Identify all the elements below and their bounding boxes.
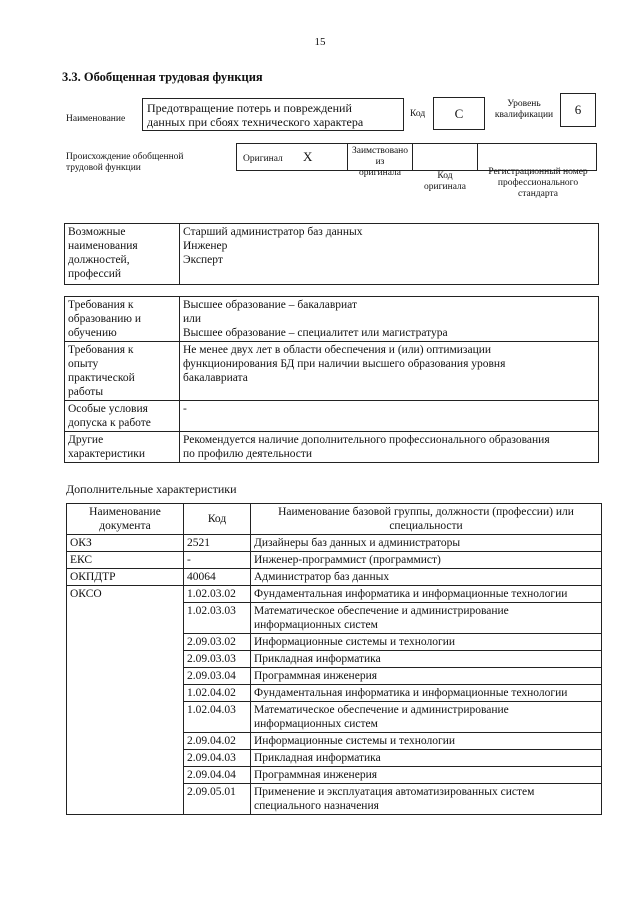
cell-name-line: информационных систем	[254, 718, 378, 730]
cell-name	[251, 603, 602, 634]
header-doc: Наименование документа	[67, 504, 184, 535]
req-special-conditions-row: Особые условия допуска к работе -	[65, 401, 599, 432]
cell-code: 2.09.03.04	[184, 668, 251, 685]
code-original-label: Код оригинала	[424, 171, 466, 192]
cell-code: -	[184, 552, 251, 569]
section-title: 3.3. Обобщенная трудовая функция	[62, 70, 263, 84]
function-name-line1: Предотвращение потерь и повреждений	[147, 101, 352, 115]
origin-label: Происхождение обобщенной трудовой функции	[66, 152, 184, 173]
header-name: Наименование базовой группы, должности (профессии) или специальности	[251, 504, 602, 535]
cell-name	[251, 651, 602, 668]
cell-name-line: Прикладная информатика	[254, 752, 381, 764]
additional-row	[67, 569, 602, 586]
original-label: Оригинал	[243, 154, 283, 164]
cell-name-line: Фундаментальная информатика и информационные технологии	[254, 687, 568, 699]
additional-title: Дополнительные характеристики	[66, 482, 237, 496]
cell-name-line: Применение и эксплуатация автоматизированных систем	[254, 786, 535, 798]
additional-row	[67, 586, 602, 603]
cell-code: 2.09.04.02	[184, 733, 251, 750]
cell-name-line: Информационные системы и технологии	[254, 636, 456, 648]
requirements-table	[64, 296, 599, 463]
cell-code: 2.09.05.01	[184, 784, 251, 815]
additional-table	[66, 503, 602, 815]
req-education-row: Требования к образованию и обучению Высшее образование – бакалавриат или Высшее образование – специалитет или магистратура	[65, 297, 599, 342]
origin-borrowed-cell: Заимствовано из оригинала	[347, 143, 413, 171]
cell-name	[251, 668, 602, 685]
cell-doc: ЕКС	[67, 552, 184, 569]
cell-code: 2.09.04.03	[184, 750, 251, 767]
function-name-line2: данных при сбоях технического характера	[147, 115, 364, 129]
cell-name-line: информационных систем	[254, 619, 378, 631]
header-code: Код	[184, 504, 251, 535]
cell-code: 40064	[184, 569, 251, 586]
cell-code: 1.02.03.03	[184, 603, 251, 634]
cell-name	[251, 702, 602, 733]
cell-code: 2521	[184, 535, 251, 552]
cell-name-line: Фундаментальная информатика и информационные технологии	[254, 588, 568, 600]
cell-name-line: Математическое обеспечение и администрирование	[254, 704, 509, 716]
cell-doc: ОКПДТР	[67, 569, 184, 586]
code-value: C	[433, 97, 485, 130]
cell-name	[251, 586, 602, 603]
cell-code: 2.09.03.02	[184, 634, 251, 651]
cell-code: 1.02.04.03	[184, 702, 251, 733]
cell-name-line: Дизайнеры баз данных и администраторы	[254, 537, 461, 549]
cell-doc: ОКЗ	[67, 535, 184, 552]
level-value: 6	[560, 93, 596, 127]
cell-name	[251, 569, 602, 586]
cell-name	[251, 733, 602, 750]
positions-label: Возможные наименования должностей, профессий	[65, 224, 180, 285]
reg-number-label: Регистрационный номер профессионального стандарта	[488, 167, 588, 199]
cell-name	[251, 750, 602, 767]
origin-code-cell	[412, 143, 478, 171]
cell-name-line: специального назначения	[254, 800, 379, 812]
additional-row	[67, 535, 602, 552]
original-mark: X	[303, 149, 313, 164]
additional-header-row	[67, 504, 602, 535]
origin-original-cell	[236, 143, 348, 171]
positions-table	[64, 223, 599, 285]
cell-name-line: Администратор баз данных	[254, 571, 390, 583]
cell-name-line: Математическое обеспечение и администрирование	[254, 605, 509, 617]
additional-row	[67, 552, 602, 569]
cell-code: 2.09.03.03	[184, 651, 251, 668]
cell-name-line: Информационные системы и технологии	[254, 735, 456, 747]
cell-code: 1.02.03.02	[184, 586, 251, 603]
cell-code: 1.02.04.02	[184, 685, 251, 702]
cell-name-line: Программная инженерия	[254, 769, 378, 781]
cell-name-line: Инженер-программист (программист)	[254, 554, 441, 566]
cell-name	[251, 685, 602, 702]
cell-name	[251, 535, 602, 552]
level-label: Уровень квалификации	[494, 99, 554, 120]
positions-values: Старший администратор баз данных Инженер Эксперт	[180, 224, 599, 285]
cell-code: 2.09.04.04	[184, 767, 251, 784]
cell-name-line: Программная инженерия	[254, 670, 378, 682]
cell-doc: ОКСО	[67, 586, 184, 815]
page-number: 15	[314, 36, 326, 48]
cell-name-line: Прикладная информатика	[254, 653, 381, 665]
cell-name	[251, 784, 602, 815]
req-experience-row: Требования к опыту практической работы Не менее двух лет в области обеспечения и (или) оптимизации функционирования БД при наличии высшего образования уровня бакалавриата	[65, 342, 599, 401]
cell-name	[251, 767, 602, 784]
cell-name	[251, 552, 602, 569]
cell-name	[251, 634, 602, 651]
function-name-box	[142, 98, 404, 131]
name-label: Наименование	[66, 114, 126, 124]
req-other-row: Другие характеристики Рекомендуется наличие дополнительного профессионального образования по профилю деятельности	[65, 432, 599, 463]
code-label: Код	[410, 109, 426, 119]
